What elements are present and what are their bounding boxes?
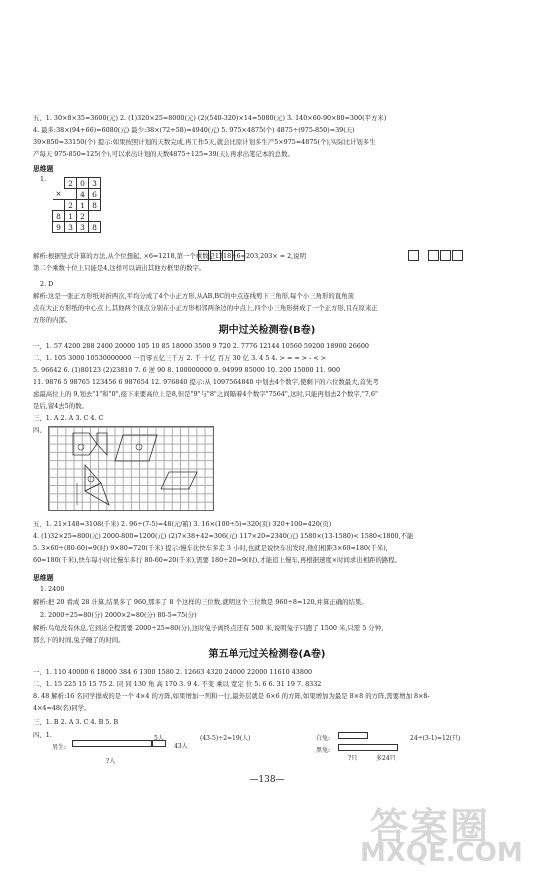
mult-cell — [89, 211, 101, 222]
b-thinking-title: 思维题 — [33, 574, 54, 582]
think1-analysis: 解析:根据竖式计算的方法,从个位想起, ×6=1218,第一个乘数是1218÷6=203,203× = 2,说明 — [33, 252, 307, 260]
page-number: —138— — [249, 775, 285, 785]
mult-cell — [65, 189, 77, 200]
b-line-2b: 5. 96642 6. (1)80123 (2)23810 7. 6 逆 90 8. 100000000 9. 94999 85000 10. 200 15000 11. 900 — [33, 366, 341, 374]
mult-cell: 1 — [65, 211, 77, 222]
mult-cell — [53, 178, 65, 189]
black-rabbit-label: 黑兔: — [316, 747, 331, 754]
mult-cell: 2 — [77, 211, 89, 222]
mult-cell: 4 — [77, 189, 89, 200]
think2-analysis-2: 点在大正方形纸的中心点上,其他两个顶点分别在小正方形相邻两条边的中点上,四个小三角形拼成了一个正方形,且在原来正 — [33, 304, 378, 312]
mult-row — [53, 222, 101, 233]
black-rabbit-bar — [338, 744, 398, 751]
s5-line-4: 产每天 975-850=125(个),可以求出计划的天数4875÷125=39(天),再求出笔记本的总数。 — [33, 150, 294, 158]
answer-box — [408, 250, 419, 261]
boys-label: 男生: — [52, 744, 67, 751]
think1-analysis-2: 第二个乘数十位上只能是4,这样可以请出其他方框里的数字。 — [33, 264, 206, 272]
boys-5-label: 5人 — [154, 735, 164, 742]
answer-box — [428, 250, 439, 261]
boys-bar — [72, 740, 152, 747]
think2-label: 2. D — [40, 280, 54, 288]
bt2-analysis-2: 那么下的时间,兔子睡了的时间。 — [33, 636, 125, 644]
think2-analysis-1: 解析:这是一张正方形纸对折两次,平均分成了4个小正方形,从AB,BC的中点连线剪下三角形,每个小三角形的直角顶 — [33, 292, 354, 300]
mult-row — [53, 189, 101, 200]
white-rabbit-label: 白兔: — [316, 735, 331, 742]
u-line-4-label: 四、1. — [33, 731, 52, 739]
answer-box — [210, 250, 221, 261]
u-line-2a: 二、1. 15 225 15 15 75 2. 同 同 130 角 高 170 3. 9 4. 不变 乘以 宽定 位 5. 6 6. 31 19 7. 8332 — [33, 680, 322, 688]
label-circle — [78, 444, 84, 450]
u-line-2c: 4×4=48(名)同学。 — [33, 704, 91, 712]
answer-box — [198, 250, 209, 261]
b-line-2a: 二、1. 105 3000 10530000000 一百零五亿三千万 2. 千 十亿 百万 30 亿 3. 4 5 4. > = = > - < > — [33, 354, 327, 362]
section-title-u5: 第五单元过关检测卷(A卷) — [208, 649, 326, 660]
think2-analysis-3: 方形的内部。 — [33, 316, 72, 324]
think1-label: 1. — [40, 175, 47, 183]
mult-row — [53, 211, 101, 222]
mult-cell: 3 — [65, 222, 77, 233]
mult-cell: × — [55, 189, 62, 199]
b-line-5d: 60=180(千米),快车每小时比慢车多行 80-60=20(千米),需要 180÷20=9(时),才能追上慢车,再根据速度×时间求出相距的路程。 — [33, 556, 402, 564]
mult-row — [53, 200, 101, 211]
label-circle — [136, 444, 142, 450]
b-line-5a: 五、1. 21×148=3108(千米) 2. 96÷(7-5)=48(元/箱) 3. 16×(100÷5)=320(页) 320+100=420(页) — [33, 520, 332, 528]
answer-box — [222, 250, 233, 261]
watermark-logo: 答案圈 — [370, 805, 491, 849]
b-line-2e: 是后,留4去5的数。 — [33, 402, 88, 410]
mult-cell: 9 — [53, 222, 65, 233]
multiplication-grid — [52, 177, 101, 233]
answer-box — [440, 250, 451, 261]
triangle-shape — [85, 483, 109, 505]
white-rabbit-bar — [338, 732, 368, 739]
mult-cell: 2 — [65, 200, 77, 211]
s5-line-2: 4. 最多:38×(94+66)=6080(元) 最少:38×(72+58)=4940(元) 5. 975×4875(个) 4875÷(975-850)=39(天) — [33, 126, 355, 134]
section-title-b: 期中过关检测卷(B卷) — [218, 325, 316, 336]
mult-cell: 8 — [89, 200, 101, 211]
u-line-1: 一、1. 110 40000 6 18000 384 6 1300 1580 2. 12663 4320 24000 22000 11610 43800 — [33, 668, 313, 676]
mult-cell: 0 — [77, 178, 89, 189]
grid-figures — [49, 427, 213, 510]
u-line-3: 三、1. B 2. A 3. C 4. B 5. B — [33, 718, 119, 726]
b-line-4-label: 四、 — [33, 426, 46, 434]
label-circle — [88, 476, 94, 482]
parallelogram-shape — [161, 472, 197, 489]
answer-box — [452, 250, 463, 261]
b-line-3: 三、1. A 2. A 3. C 4. C — [33, 414, 104, 422]
flag-shape — [73, 433, 97, 455]
watermark-url: MXQE.COM — [360, 838, 523, 868]
b-line-2c: 11. 9876 5 98765 123456 6 987654 12. 976840 提示:从 1097564840 中划去4个数字,使剩下的六位数最大,首先考 — [33, 378, 379, 386]
b-line-5b: 4. (1)32×25=800(元) 2000-800=1200(元) (2)7×38+42=306(元) 117×20=2340(元) 1580×(13-1580)< 1580<1800,不能 — [33, 532, 414, 540]
bt2: 2. 2000÷25=80(分) 2000×2=80(分) 80-5=75(分) — [40, 611, 197, 619]
flag-shape — [97, 433, 107, 455]
graph-grid — [48, 426, 214, 511]
b-line-2d: 虑最高位上的 9,划去"1"和"0",接下来要高位上是8,但是"9"与"8"之间隔着4个数字"7564",这时,只能再划去2个数字,"7,6" — [33, 390, 378, 398]
thinking-title: 思维题 — [33, 165, 54, 173]
b-line-5c: 5. 3×60÷(80-60)=9(时) 9×80=720(千米) 提示:慢车比快车多走 3 小时,也就是说快车出发时,他们相距3×60=180(千米), — [33, 544, 388, 552]
mult-cell: 8 — [53, 211, 65, 222]
mult-cell — [53, 200, 65, 211]
s5-line-1: 五、1. 30×8×35=3600(元) 2. (1)320×25=8000(元) (2)(540-320)×14=5080(元) 3. 140×60-90×80=300(平方米) — [33, 114, 387, 122]
mult-cell: 1 — [77, 200, 89, 211]
u4-eq1: (43-5)÷2=19(人) — [200, 735, 251, 742]
boys-43-label: 43人 — [174, 743, 188, 750]
boys-q-label: ?人 — [106, 758, 116, 765]
mult-cell: 6 — [89, 189, 101, 200]
bt2-analysis-1: 解析:鸟龟没有休息,它到达全程需要 2000÷25=80(分),这时兔子离终点还有 500 米,说明兔子只跑了 1500 米,只需 5 分钟, — [33, 624, 384, 632]
s5-line-3: 39×850=33150(个) 提示:如果按照计划的天数完成,再工作5天,就会比原计划多生产5×975=4875(个),实际比计划多生 — [33, 138, 376, 146]
black-24-label: 多24只 — [376, 755, 396, 762]
white-q-label: ?只 — [348, 755, 358, 762]
u-line-2b: 8. 48 解析:16 名同学排成的是一个 4×4 的方阵,如果增加一列和一行,最外层就是 6×6 的方阵,如果增加为最是 8×8 的方阵,需要增加 8×8- — [33, 692, 430, 700]
mult-cell: 3 — [89, 178, 101, 189]
bt1: 1. 2400 — [40, 585, 65, 593]
mult-cell: 8 — [89, 222, 101, 233]
answer-box — [234, 250, 245, 261]
u4-eq2: 24÷(3-1)=12(只) — [410, 735, 461, 742]
b-line-1: 一、1. 57 4200 288 2400 20000 105 10 85 18000 3500 9 720 2. 7776 12144 10560 59200 18900 26600 — [33, 342, 369, 350]
mult-cell: 2 — [65, 178, 77, 189]
bt1-analysis: 解析:把 20 看成 28 计算,结果多了 960,那多了 8 个这样的三位数,就明这个三位数是 960÷8=120,并算正确的结果。 — [33, 598, 368, 606]
mult-cell: 3 — [77, 222, 89, 233]
mult-row — [53, 178, 101, 189]
